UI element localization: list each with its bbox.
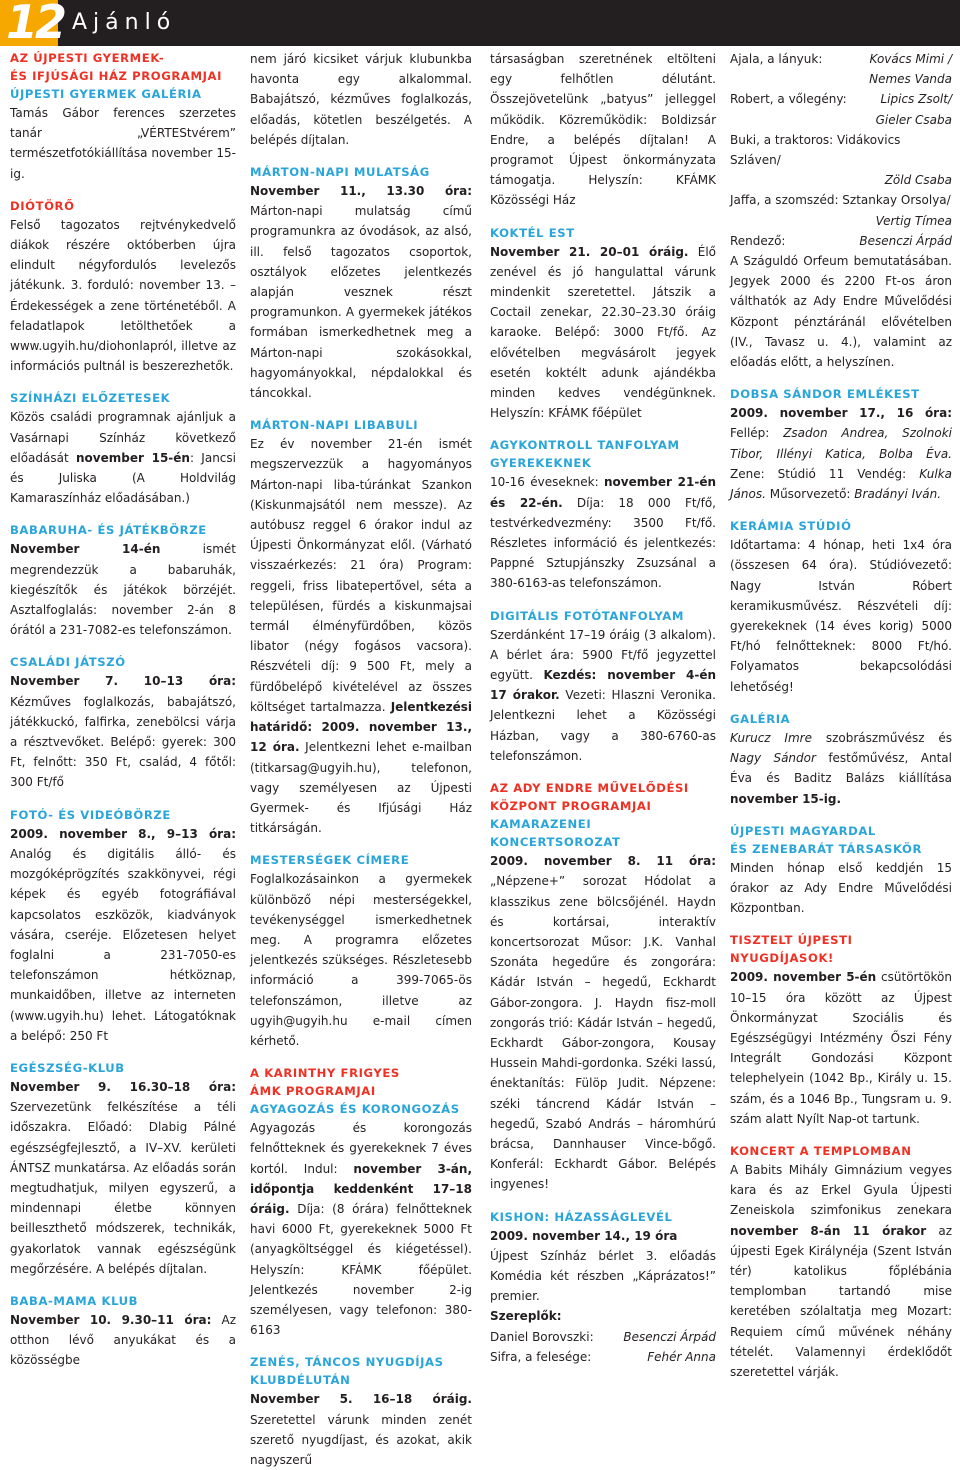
cast-heading: Szereplők:: [490, 1309, 562, 1324]
cast-row: [730, 89, 952, 109]
text-part: Szerdánként 17–19 óráig (3 alkalom). A bérlet ára: 5900 Ft/fő jegyzettel együtt.: [490, 627, 716, 683]
text-part: 10-16 éveseknek:: [490, 475, 605, 490]
text-keramia: Időtartama: 4 hónap, heti 1x4 óra (összesen 64 óra). Stúdióvezető: Nagy István Róbert keramikusművész. Részvételi díj: gyerekeknek (14 éves korig) 5000 Ft/hó felnőtteknek: 8000 Ft/hó. Folyamatos bekapcsolódási lehetőség!: [730, 538, 952, 694]
date-bold: Kezdés: november 4-én 17 órakor.: [490, 668, 716, 703]
heading-ifjusagi-haz: ÉS IFJÚSÁGI HÁZ PROGRAMJAI: [10, 69, 223, 83]
heading-dobsa-sandor: DOBSA SÁNDOR EMLÉKEST: [730, 387, 920, 402]
text-part: szobrászművész és: [811, 730, 952, 745]
text-part: Jelentkezni lehet e-mailban (titkarsag@ugyih.hu), telefonon, vagy személyesen az Újpesti Gyermek- és Ifjúsági Ház titkárságán.: [250, 740, 472, 836]
text-part: Műsorvezető:: [765, 487, 855, 502]
cast-name-alt: Gieler Csaba: [875, 112, 952, 127]
text-marton-napi-mulatsag: [250, 181, 472, 403]
text-libabuli: [250, 434, 472, 838]
page-number: 12: [6, 0, 65, 49]
heading-egeszseg-klub: EGÉSZSÉG-KLUB: [10, 1060, 125, 1075]
column-2: [250, 49, 473, 1467]
text-koncert: [730, 1160, 952, 1382]
cast-name: Lipics Zsolt/: [880, 92, 952, 107]
date-bold: November 7. 10–13 óra:: [10, 674, 236, 689]
text-szaguldo-orfeum: A Száguldó Orfeum bemutatásában. Jegyek 2000 és 2200 Ft-os áron válthatók az Ady Endre Művelődési Központ pénztáránál elővételben (IV., Tavasz u. 4.), valamint az előadás előtt, a helyszínen.: [730, 254, 952, 370]
text-part: Analóg és digitális álló- és mozgóképrögzítés szakkönyvei, régi képek és egyéb fotográfiával kapcsolatos eszközök, kiadványok vására, cseréje. Előzetesen helyet foglalni a 231-7050-es telefonszámon hétköznap, munkaidőben, illetve az interneten (www.ugyih.hu) lehet. Látogatóknak a belépő: 250 Ft: [10, 846, 236, 1043]
text-egeszseg-klub: [10, 1077, 236, 1279]
text-part: Élő zenével és jó hangulattal várunk mindenkit szeretettel. Játszik a Coctail zenekar, 22.30–23.30 óráig karaoke. Belépő: 3000 Ft/fő. Az elővételben megvásárolt jegyek esetén koktélt adunk ajándékba minden kedves vendégünknek. Helyszín: KFÁMK főépület: [490, 244, 716, 421]
text-part: Az otthon lévő anyukákat és a közösségbe: [10, 1312, 236, 1368]
text-mestersegek: Foglalkozásainkon a gyermekek különböző népi mesterségekkel, tevékenységgel ismerkedhetnek meg. A programra előzetes jelentkezés szükséges. Részletesebb információ a 399-7065-ös telefonszámon, illetve az ugyih@ugyih.hu e-mail címen kérhető.: [250, 872, 472, 1048]
text-dobsa: [730, 403, 952, 504]
text-part: csütörtökön 10–15 óra között az Újpest Önkormányzat Szociális és Egészségügyi Intézmény Őszi Fény Integrált Gondozási Központ telephelyein (1042 Bp., Király u. 15. szám, és a 1046 Bp., Tungsram u. 9. szám alatt Nyílt Nap-ot tartunk.: [730, 970, 952, 1126]
date-bold: 2009. november 5-én: [730, 970, 877, 985]
cast-name: Fehér Anna: [647, 1349, 716, 1364]
heading-klubdelutan: KLUBDÉLUTÁN: [250, 1373, 351, 1388]
date-bold: 2009. november 8., 9–13 óra:: [10, 826, 236, 841]
heading-baba-mama-klub: BABA-MAMA KLUB: [10, 1293, 139, 1308]
text-csaladi-jatszo: [10, 671, 236, 792]
cast-row-jaffa: Jaffa, a szomszéd: Sztankay Orsolya/: [730, 193, 951, 208]
date-bold: November 21. 20–01 óráig.: [490, 244, 689, 259]
heading-marton-napi-mulatsag: MÁRTON-NAPI MULATSÁG: [250, 165, 430, 180]
heading-ujpesti-gyermek: AZ ÚJPESTI GYERMEK-: [10, 51, 165, 65]
date-bold: November 14-én: [10, 542, 161, 557]
column-3: [490, 49, 716, 1364]
cast-name-alt: Zöld Csaba: [884, 173, 952, 188]
heading-csaladi-jatszo: CSALÁDI JÁTSZÓ: [10, 655, 126, 670]
cast-row: [490, 1327, 716, 1347]
text-part: Agyagozás és korongozás felnőtteknek és gyerekeknek 7 éves kortól. Indul:: [250, 1121, 472, 1176]
heading-diotoro: DIÓTÖRŐ: [10, 198, 75, 213]
text-galeria: Tamás Gábor ferences szerzetes tanár „VÉRTEStvérem” természetfotókiállítása november 15-ig.: [10, 106, 236, 181]
heading-koktel-est: KOKTÉL EST: [490, 225, 575, 240]
heading-szinhazi-elozetesek: SZÍNHÁZI ELŐZETESEK: [10, 391, 171, 406]
date-bold: november 21-én és 22-én.: [490, 475, 716, 510]
heading-babaruha: BABARUHA- ÉS JÁTÉKBÖRZE: [10, 523, 207, 538]
text-foto-videoborze: [10, 824, 236, 1046]
cast-name-alt: Vertig Tímea: [875, 213, 952, 228]
text-part: Ez év november 21-én ismét megszervezzük a hagyományos Márton-napi liba-túránkat Szankon (Kiskunmajsától nem messze). Az autóbusz reggel 6 órakor indul az Újpesti Önkormányzat elől. (Várható visszaérkezés: 21 óra) Program: reggeli, friss libatepertővel, séta a településen, fürdés a kiskunmajsai termál élményfürdőben, közös libator (négy fogásos vacsora). Részvételi díj: 9 500 Ft, mely a fürdőbelépő kivételével az összes költséget tartalmazza.: [250, 437, 472, 714]
text-szinhazi: [10, 407, 236, 508]
text-part: Szeretettel várunk minden zenét szerető nyugdíjast, és azokat, akik nagyszerű: [250, 1412, 472, 1467]
heading-digitalis-fototanfolyam: DIGITÁLIS FOTÓTANFOLYAM: [490, 608, 685, 623]
column-4: [730, 49, 953, 1379]
performers: Zsadon Andrea, Szolnoki Tibor, Illényi Katica, Bolba Éva.: [730, 426, 952, 461]
text-part: A Babits Mihály Gimnázium vegyes kara és az Erkel Gyula Újpesti Zeneiskola szimfonikus zenekara: [730, 1162, 952, 1218]
heading-gyerekeknek: GYEREKEKNEK: [490, 456, 592, 471]
heading-nyugdijas-klub: ZENÉS, TÁNCOS NYUGDÍJAS: [250, 1355, 444, 1370]
heading-agyagozas: AGYAGOZÁS ÉS KORONGOZÁS: [250, 1102, 460, 1117]
text-part: ismét megrendezzük a babaruhák, kiegészítők és játékok börzéjét. Asztalfoglalás: november 2-án 8 órától a 231-7082-es telefonszámon.: [10, 542, 236, 638]
cast-role: Robert, a vőlegény:: [730, 92, 847, 107]
text-part: „Népzene+” sorozat Hódolat a klasszikus zene bölcsőjénél. Haydn és kortársai, interaktív koncertsorozat Műsor: J.K. Vanhal Szonáta hegedűre és zongorára: Kádár István – hegedű, Eckhardt Gábor-zongora. J. Haydn fisz-moll zongorás trió: Kádár István – hegedű, Eckhardt Gábor-zongora, Kousay Hussein Mahdi-gordonka. Széki lassú, énektanítás: Fülöp Judit. Népzene: széki táncrend Kádár István – hegedű, Szabó András – háromhúrú brácsa, Dannhauser Vince-bőgő. Konferál: Eckhardt Gábor. Belépés ingyenes!: [490, 874, 716, 1192]
heading-koncert-templomban: KONCERT A TEMPLOMBAN: [730, 1143, 912, 1158]
heading-kozpont-programjai: KÖZPONT PROGRAMJAI: [490, 799, 652, 814]
cast-row-buki: Buki, a traktoros: Vidákovics Szláven/: [730, 132, 901, 168]
cast-name: Besenczi Árpád: [623, 1329, 716, 1344]
cast-role: Ajala, a lányuk:: [730, 52, 823, 66]
cast-role: Sifra, a felesége:: [490, 1349, 592, 1364]
date-bold: 2009. november 8. 11 óra:: [490, 854, 716, 869]
text-diotoro: Felső tagozatos rejtvénykedvelő diákok részére októberben újra elindult négyfordulós levelezős játékunk. 3. forduló: november 13. – Érdekességek a zene történetéből. A feladatlapok letölthetőek a www.ugyih.hu/diohonlapról, illetve az információs pultnál is beszerezhetők.: [10, 217, 236, 374]
date-bold: november 3-án, időpontja keddenként 17–18 óráig.: [250, 1161, 473, 1216]
text-babaruha: [10, 539, 236, 640]
heading-zenebarat: ÉS ZENEBARÁT TÁRSASKÖR: [730, 841, 923, 856]
heading-kamarazenei: KAMARAZENEI KONCERTSOROZAT: [490, 817, 621, 850]
date-bold: 2009. november 17., 16 óra:: [730, 406, 952, 421]
heading-gyermek-galeria: ÚJPESTI GYERMEK GALÉRIA: [10, 87, 202, 101]
cast-name: Besenczi Árpád: [859, 233, 952, 248]
heading-foto-videoborze: FOTÓ- ÉS VIDEÓBÖRZE: [10, 807, 171, 822]
cast-row: [730, 49, 952, 69]
heading-galeria: GALÉRIA: [730, 711, 791, 726]
text-part: Zene: Stúdió 11 Vendég:: [730, 466, 920, 481]
text-part: Közös családi programnak ajánljuk a Vasárnapi Színház következő előadását: [10, 410, 236, 465]
text-agyagozas: [250, 1118, 472, 1340]
text-agykontroll: [490, 472, 716, 593]
text-part: Márton-napi mulatság című programunkra az óvodások, az alsó, ill. felső tagozatos csoportok, osztályok előzetes jelentkezés alapján vesznek részt programunkon. A gyermekek játékos formában ismerkedhetnek meg a Márton-napi szokásokkal, hagyományokkal, népdalokkal és táncokkal.: [250, 204, 472, 401]
heading-keramia-studio: KERÁMIA STÚDIÓ: [730, 519, 852, 534]
artist: Kurucz Imre: [730, 730, 812, 745]
date-bold: november 15-ig.: [730, 791, 842, 806]
cast-name: Kovács Mimi /: [869, 52, 952, 66]
text-part: Díja: 18 000 Ft/fő, testvérkedvezmény: 3500 Ft/fő. Részletes információ és jelentkezés: Pappné Sztupjánszky Zsuzsánal a 380-6163-as telefonszámon.: [490, 495, 716, 591]
text-magyardal: Minden hónap első keddjén 15 órakor az Ady Endre Művelődési Központban.: [730, 860, 952, 916]
date-bold: November 9. 16.30–18 óra:: [10, 1079, 236, 1094]
page-number-badge: [0, 0, 65, 49]
date-bold: november 15-én: [76, 450, 190, 465]
director-row: [730, 231, 952, 251]
heading-amk-programjai: ÁMK PROGRAMJAI: [250, 1084, 376, 1099]
guest: Kulka János.: [730, 466, 952, 502]
cast-role: Rendező:: [730, 233, 786, 248]
host: Bradányi Iván.: [854, 487, 942, 502]
section-title: Ajánló: [72, 10, 177, 35]
text-part: az újpesti Egek Királynéja (Szent István tér) katolikus főplébánia templomban tartandó mise keretében szólaltatja meg Mozart: Requiem című művének néhány tételét. Valamennyi érdeklődőt szeretettel várják.: [730, 1223, 953, 1379]
text-part: Szervezetünk felkészítése a téli időszakra. Előadó: Dlabig Pálné egészségfejlesztő, a IV–XV. kerületi ÁNTSZ munkatársa. Az előadás során megtudhatjuk, milyen egyszerű, a mindennapi életbe könnyen beilleszthető módszerek, technikák, gyakorlatok vannak egészségünk megőrzésére. A belépés díjtalan.: [10, 1100, 236, 1276]
heading-mestersegek-cimere: MESTERSÉGEK CÍMERE: [250, 853, 410, 868]
cast-name-alt: Nemes Vanda: [869, 72, 952, 87]
cast-row: [490, 1347, 716, 1367]
text-part: Fellép:: [730, 426, 784, 441]
section-header-bar: [0, 0, 960, 49]
column-1: [10, 49, 236, 1368]
text-part: Kézműves foglalkozás, babajátszó, játékkuckó, falfirka, zenebölcsi várja a résztvevőket. Belépő: gyerek: 300 Ft, felnőtt: 350 Ft, család, 4 főtől: 300 Ft/fő: [10, 694, 236, 790]
text-part: Vezeti: Hlaszni Veronika. Jelentkezni lehet a Közösségi Házban, vagy a 380-6760-as telefonszámon.: [490, 688, 716, 763]
artist: Nagy Sándor: [730, 751, 816, 766]
text-part: Díja: (8 órára) felnőtteknek havi 6000 Ft, gyerekeknek 5000 Ft (anyagköltséggel és kiégetéssel). Helyszín: KFÁMK főépület. Jelentkezés november 2-ig személyesen, vagy telefonon: 380-6163: [250, 1201, 472, 1338]
text-baba-mama-cont: nem járó kicsiket várjuk klubunkba havonta egy alkalommal. Babajátszó, kézműves foglalkozás, előadás, kötetlen beszélgetés. A belépés díjtalan.: [250, 52, 472, 147]
heading-agykontroll: AGYKONTROLL TANFOLYAM: [490, 438, 680, 453]
heading-kishon: KISHON: HÁZASSÁGLEVÉL: [490, 1209, 673, 1224]
text-kishon: Újpest Színház bérlet 3. előadás Komédia két részben „Káprázatos!” premier.: [490, 1248, 716, 1304]
text-nyugdijas-klub: [250, 1389, 472, 1470]
date-bold: November 11., 13.30 óra:: [250, 184, 472, 199]
text-koktel-est: [490, 242, 716, 424]
heading-marton-napi-libabuli: MÁRTON-NAPI LIBABULI: [250, 418, 419, 433]
heading-nyugdijasok: TISZTELT ÚJPESTI NYUGDÍJASOK!: [730, 933, 853, 966]
text-nyugdijas-cont: társaságban szeretnének eltölteni egy felhőtlen délutánt. Összejövetelünk „batyus” jelleggel működik. Közreműködik: Boldizsár Endre, a belépés díjtalan! A programot Újpest önkormányzata támogatja. Helyszín: KFÁMK Közösségi Ház: [490, 52, 716, 208]
text-kamarazenei: [490, 851, 716, 1194]
date-bold: November 5. 16–18 óráig.: [250, 1392, 472, 1407]
date-bold: November 10. 9.30–11 óra:: [10, 1312, 212, 1327]
text-fototanfolyam: [490, 625, 716, 766]
text-kishon-date: 2009. november 14., 19 óra: [490, 1228, 678, 1243]
text-nyugdijasok: [730, 967, 952, 1129]
text-part: : Jancsi és Juliska (A Holdvilág Kamaraszínház előadásában.): [10, 450, 236, 506]
cast-role: Daniel Borovszki:: [490, 1329, 594, 1344]
date-bold: november 8-án 11 órakor: [730, 1223, 927, 1238]
text-galeria-ady: [730, 728, 952, 809]
text-part: festőművész, Antal Éva és Baditz Balázs kiállítása: [730, 751, 952, 786]
deadline-bold: Jelentkezési határidő: 2009. november 13., 12 óra.: [250, 699, 472, 755]
heading-magyardal: ÚJPESTI MAGYARDAL: [730, 823, 876, 838]
text-baba-mama-klub: [10, 1310, 236, 1371]
heading-ady-endre: AZ ADY ENDRE MŰVELŐDÉSI: [490, 781, 689, 796]
heading-karinthy: A KARINTHY FRIGYES: [250, 1066, 400, 1081]
